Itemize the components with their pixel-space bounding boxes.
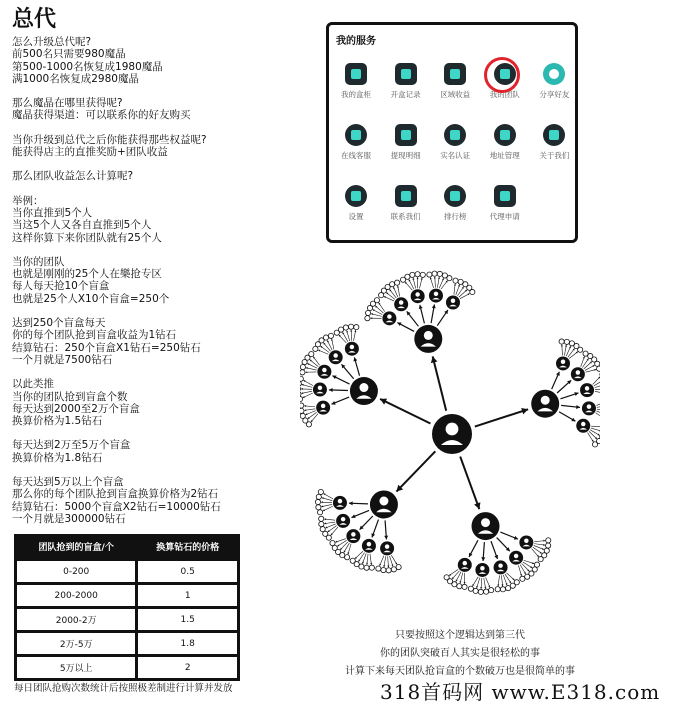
price-cell: 0.5	[137, 560, 239, 584]
price-cell: 2	[137, 656, 239, 680]
paragraph: 怎么升级总代呢? 前500名只需要980魔晶 第500-1000名恢复成1980魔晶 满1000名恢复成2980魔晶	[12, 36, 163, 85]
service-item-label: 区域收益	[440, 90, 471, 99]
service-item[interactable]	[381, 55, 431, 105]
explanation-column	[12, 6, 312, 537]
table-row	[16, 632, 239, 656]
service-item[interactable]	[480, 177, 530, 227]
price-cell: 1.8	[137, 632, 239, 656]
service-item[interactable]	[430, 177, 480, 227]
table-header-price: 换算钻石的价格	[137, 534, 239, 560]
box-range-cell: 2000-2万	[16, 608, 137, 632]
table-row	[16, 584, 239, 608]
price-table	[14, 534, 240, 681]
service-item[interactable]	[381, 177, 431, 227]
price-cell: 1	[137, 584, 239, 608]
ranking-icon	[444, 185, 466, 207]
settings-icon	[345, 185, 367, 207]
table-note: 每日团队抢购次数统计后按照极差制进行计算并发放	[14, 683, 233, 694]
team-tree-diagram	[300, 250, 600, 622]
watermark: 318首码网 www.E318.com	[380, 680, 661, 704]
service-item-label: 分享好友	[539, 90, 570, 99]
service-item-label: 提现明细	[390, 151, 421, 160]
paragraph: 达到250个盲盒每天 你的每个团队抢到盲盒收益为1钻石 结算钻石：250个盲盒X1钻石=250钻石 一个月就是7500钻石	[12, 317, 201, 366]
withdraw-icon	[395, 124, 417, 146]
caption-line-1: 只要按照这个逻辑达到第三代	[395, 630, 525, 641]
explanation-paragraphs	[12, 36, 312, 525]
service-item-label: 关于我们	[539, 151, 570, 160]
service-item[interactable]	[480, 55, 530, 105]
service-item[interactable]	[331, 116, 381, 166]
service-item-label: 联系我们	[390, 212, 421, 221]
service-item[interactable]	[331, 55, 381, 105]
service-item[interactable]	[430, 55, 480, 105]
box-range-cell: 2万-5万	[16, 632, 137, 656]
service-item[interactable]	[331, 177, 381, 227]
table-row	[16, 560, 239, 584]
info-icon	[543, 124, 565, 146]
paragraph: 当你的团队 也就是刚刚的25个人在樂抢专区 每人每天抢10个盲盒 也就是25个人X10个盲盒=250个	[12, 255, 170, 305]
service-item-label: 代理申请	[489, 212, 520, 221]
service-item[interactable]	[529, 116, 579, 166]
box-range-cell: 0-200	[16, 560, 137, 584]
caption-line-3: 计算下来每天团队抢盲盒的个数破万也是很简单的事	[345, 666, 575, 677]
paragraph: 以此类推 当你的团队抢到盲盒个数 每天达到2000至2万个盲盒 换算价格为1.5钻石	[12, 378, 140, 428]
service-item-label: 我的团队	[489, 90, 520, 99]
service-item-label: 设置	[348, 212, 364, 221]
page-title: 总代	[12, 7, 57, 32]
service-item-label: 我的盒柜	[341, 90, 371, 99]
share-link-icon	[543, 63, 565, 85]
highlight-circle	[484, 57, 520, 93]
table-header-boxes: 团队抢到的盲盒/个	[16, 534, 137, 560]
table-row	[16, 656, 239, 680]
chat-icon	[345, 124, 367, 146]
price-cell: 1.5	[137, 608, 239, 632]
service-item[interactable]	[480, 116, 530, 166]
service-item[interactable]	[381, 116, 431, 166]
paragraph: 那么魔晶在哪里获得呢? 魔晶获得渠道：可以联系你的好友购买	[12, 97, 191, 122]
service-item-label: 实名认证	[440, 151, 471, 160]
verified-icon	[444, 124, 466, 146]
my-services-panel	[326, 22, 578, 243]
paragraph: 那么团队收益怎么计算呢?	[12, 170, 134, 183]
paragraph: 每天达到5万以上个盲盒 那么你的每个团队抢到盲盒换算价格为2钻石 结算钻石：5000个盲盒X2钻石=10000钻石 一个月就是300000钻石	[12, 476, 221, 525]
paragraph: 举例： 当你直推到5个人 当这5个人又各自直推到5个人 这样你算下来你团队就有25个人	[12, 194, 162, 244]
box-range-cell: 5万以上	[16, 656, 137, 680]
service-item-label: 排行榜	[443, 212, 467, 221]
panel-title: 我的服务	[336, 36, 376, 47]
table-row	[16, 608, 239, 632]
open-record-icon	[395, 63, 417, 85]
service-item[interactable]	[430, 116, 480, 166]
region-income-icon	[444, 63, 466, 85]
service-item-label: 地址管理	[489, 151, 520, 160]
agent-apply-icon	[494, 185, 516, 207]
paragraph: 当你升级到总代之后你能获得那些权益呢? 能获得店主的直推奖励+团队收益	[12, 133, 207, 159]
location-pin-icon	[494, 124, 516, 146]
handshake-icon	[395, 185, 417, 207]
service-item-label: 在线客服	[341, 151, 371, 160]
box-range-cell: 200-2000	[16, 584, 137, 608]
service-item-label: 开盒记录	[390, 90, 421, 99]
caption-line-2: 你的团队突破百人其实是很轻松的事	[380, 648, 540, 659]
paragraph: 每天达到2万至5万个盲盒 换算价格为1.8钻石	[12, 439, 131, 464]
service-item[interactable]	[529, 55, 579, 105]
box-cabinet-icon	[345, 63, 367, 85]
